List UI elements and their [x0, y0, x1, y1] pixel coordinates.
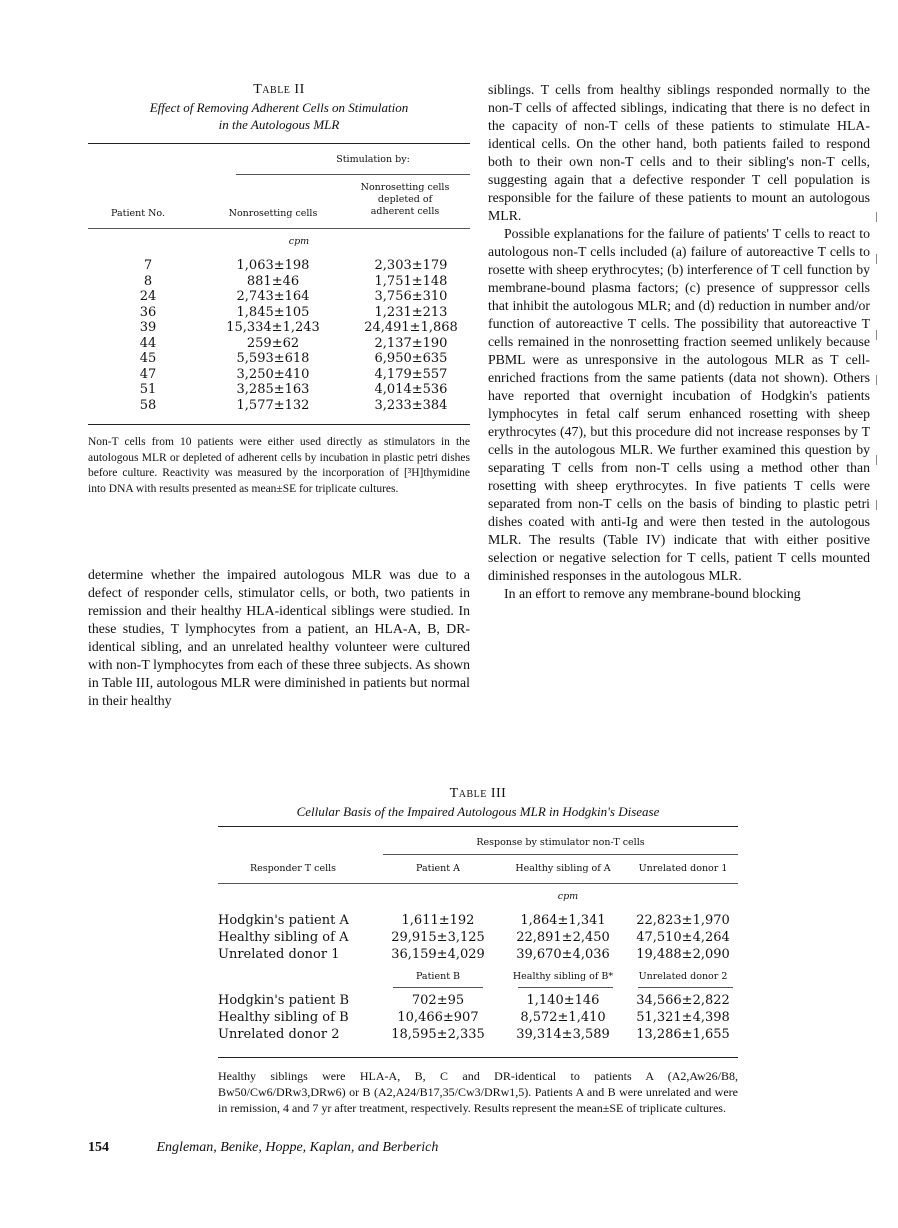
depleted-cell: 2,303±179 [374, 258, 448, 273]
margin-mark [876, 455, 877, 465]
table-row [218, 1027, 738, 1043]
patient-number-cell: 39 [139, 320, 157, 335]
depleted-cell: 24,491±1,868 [364, 320, 458, 335]
response-cell: 22,823±1,970 [636, 913, 730, 928]
table-row [88, 258, 470, 273]
responder-label-cell: Hodgkin's patient A [218, 913, 349, 928]
patient-number-cell: 8 [143, 273, 153, 289]
table-ii-bottom-rule [88, 424, 470, 425]
nonrosetting-cell: 1,577±132 [236, 397, 310, 413]
nonrosetting-cell: 15,334±1,243 [226, 320, 320, 335]
response-cell: 29,915±3,125 [391, 930, 485, 945]
responder-label-cell: Unrelated donor 1 [218, 947, 340, 962]
col-sibling-a: Healthy sibling of A [515, 863, 611, 874]
depleted-cell: 3,756±310 [374, 289, 448, 304]
patient-number-cell: 45 [139, 351, 157, 366]
right-paragraph-1: siblings. T cells from healthy siblings responded normally to the non-T cells of affected siblings, indicating that there is no defect in the capacity of non-T cells of these patients to stimulate HLA-identical cells. On the other hand, both patients failed to respond both to their own non-T cells and to their sibling's non-T cells, suggesting again that a defective responder T cell population is responsible for the failure of these patients to mount an autologous MLR. [488, 82, 870, 223]
margin-mark [876, 330, 877, 340]
depleted-cell: 3,233±384 [374, 397, 448, 413]
responder-label-cell: Hodgkin's patient B [218, 993, 350, 1008]
depleted-cell: 4,014±536 [374, 382, 448, 397]
response-cell: 22,891±2,450 [516, 930, 610, 945]
right-paragraph-2: Possible explanations for the failure of patients' T cells to react to autologous non-T cells included (a) failure of autoreactive T cells to rosette with sheep erythrocytes; (b) interference of T cell function by membrane-bound plasma factors; (c) presence of suppressor cells that inhibit the autologous MLR; and (d) reduction in number and/or function of autoreactive T cells. The possibility that autoreactive T cells remained in the nonrosetting fraction seemed unlikely because PBML were as unresponsive in the autologous MLR as T cell-enriched fractions from the same patients (data not shown). Others have reported that overnight incubation of Hodgkin's patients lymphocytes in fetal calf serum enhanced rosetting with sheep erythrocytes (47), but this procedure did not increase responses by T cells in the autologous MLR. We further examined this question by separating T cells from non-T cells using a method other than rosetting with sheep erythrocytes. In five patients T cells were separated from non-T cells on the basis of binding to plastic petri dishes coated with anti-Ig and were then tested in the autologous MLR. The results (Table IV) indicate that with either positive selection or negative selection for T cells, patient T cells mounted diminished responses in the autologous MLR. [488, 226, 870, 583]
nonrosetting-cell: 259±62 [246, 335, 300, 351]
response-cell: 1,864±1,341 [520, 913, 606, 928]
response-cell: 8,572±1,410 [520, 1010, 606, 1025]
depleted-cell: 6,950±635 [374, 351, 448, 366]
patient-number-cell: 51 [139, 382, 157, 397]
right-column [488, 81, 870, 603]
page-footer [88, 1140, 438, 1156]
table-row [88, 305, 470, 320]
col-nonrosetting-header: Nonrosetting cells [228, 208, 318, 219]
patient-number-cell: 24 [139, 289, 157, 304]
responder-label-cell: Unrelated donor 2 [218, 1027, 340, 1042]
response-cell: 34,566±2,822 [636, 993, 730, 1008]
table-iii-header [218, 827, 738, 891]
margin-mark [876, 375, 877, 385]
nonrosetting-cell: 5,593±618 [236, 351, 310, 366]
responder-label-cell: Healthy sibling of B [218, 1010, 349, 1025]
table-row [88, 320, 470, 335]
table-row [218, 993, 738, 1009]
table-row [88, 382, 470, 397]
underline-b2 [518, 987, 613, 988]
col-sibling-b: Healthy sibling of B* [512, 971, 614, 982]
response-cell: 36,159±4,029 [391, 947, 485, 962]
underline-b1 [393, 987, 483, 988]
col-patient-header: Patient No. [111, 208, 165, 219]
table-iii-bottom-rule [218, 1057, 738, 1058]
response-cell: 47,510±4,264 [636, 930, 730, 945]
patient-number-cell: 36 [139, 304, 157, 320]
col-responder-header: Responder T cells [249, 863, 337, 874]
response-cell: 51,321±4,398 [636, 1010, 730, 1025]
response-cell: 1,140±146 [526, 993, 600, 1008]
response-cell: 13,286±1,655 [636, 1027, 730, 1042]
left-paragraph-text: determine whether the impaired autologous MLR was due to a defect of responder cells, stimulator cells, or both, two patients in remission and their healthy HLA-identical siblings were studied. In these studies, T lymphocytes from a patient, an HLA-A, B, DR-identical sibling, and an unrelated healthy volunteer were cultured with non-T lymphocytes from each of these three subjects. As shown in Table III, autologous MLR were diminished in patients but normal in their healthy [88, 567, 470, 708]
running-authors: Engleman, Benike, Hoppe, Kaplan, and Berberich [156, 1140, 439, 1155]
response-cell: 39,670±4,036 [516, 947, 610, 962]
unit-label: cpm [288, 236, 310, 247]
table-ii-title: Table II [253, 82, 305, 97]
table-ii-header [88, 144, 470, 240]
table-row [88, 367, 470, 382]
page-number: 154 [88, 1140, 109, 1155]
table-ii-footnote: Non-T cells from 10 patients were either used directly as stimulators in the autologous MLR or depleted of adherent cells by incubation in plastic petri dishes before culture. Reactivity was measured by the incorporation of [³H]thymidine into DNA with results presented as mean±SE for triplicate cultures. [88, 436, 470, 495]
col-patient-a: Patient A [416, 863, 460, 874]
response-cell: 10,466±907 [397, 1010, 479, 1025]
col-donor-1: Unrelated donor 1 [638, 863, 728, 874]
table-iii [218, 786, 738, 1116]
response-cell: 1,611±192 [401, 913, 475, 928]
nonrosetting-cell: 2,743±164 [236, 289, 310, 304]
margin-mark [876, 212, 877, 222]
depleted-cell: 1,751±148 [374, 273, 448, 289]
col-depleted-header: Nonrosetting cells depleted of adherent cells [360, 182, 450, 217]
response-cell: 702±95 [411, 993, 465, 1008]
patient-number-cell: 44 [139, 335, 157, 351]
nonrosetting-cell: 3,250±410 [236, 366, 310, 382]
margin-mark [876, 254, 877, 264]
table-row [218, 947, 738, 963]
right-paragraph-3: In an effort to remove any membrane-bound blocking [504, 586, 801, 601]
group-underline [236, 174, 470, 175]
table-row [218, 930, 738, 946]
table-row [218, 913, 738, 929]
group-underline-iii [383, 854, 738, 855]
nonrosetting-cell: 1,845±105 [236, 304, 310, 320]
table-row [88, 274, 470, 289]
response-cell: 18,595±2,335 [391, 1027, 485, 1042]
table-row [88, 398, 470, 413]
patient-number-cell: 58 [139, 397, 157, 413]
left-column-paragraph [88, 566, 470, 710]
response-cell: 19,488±2,090 [636, 947, 730, 962]
underline-b3 [638, 987, 733, 988]
response-group-header: Response by stimulator non-T cells [476, 837, 645, 848]
table-row [88, 336, 470, 351]
patient-number-cell: 47 [139, 366, 157, 382]
depleted-cell: 1,231±213 [374, 304, 448, 320]
responder-label-cell: Healthy sibling of A [218, 930, 349, 945]
table-row [218, 1010, 738, 1026]
table-ii-body [88, 258, 470, 418]
patient-number-cell: 7 [143, 258, 153, 273]
header-rule-iii [218, 883, 738, 884]
nonrosetting-cell: 1,063±198 [236, 258, 310, 273]
depleted-cell: 4,179±557 [374, 366, 448, 382]
margin-mark [876, 500, 877, 510]
nonrosetting-cell: 881±46 [246, 273, 300, 289]
col-donor-2: Unrelated donor 2 [638, 971, 728, 982]
col-patient-b: Patient B [415, 971, 461, 982]
table-ii [88, 82, 470, 497]
response-cell: 39,314±3,589 [516, 1027, 610, 1042]
table-iii-body [218, 913, 738, 1043]
table-iii-title: Table III [449, 786, 507, 801]
table-ii-caption: Effect of Removing Adherent Cells on Stimulation in the Autologous MLR [149, 100, 409, 132]
nonrosetting-cell: 3,285±163 [236, 382, 310, 397]
table-row [88, 351, 470, 366]
header-rule [88, 228, 470, 229]
table-iii-footnote: Healthy siblings were HLA-A, B, C and DR-identical to patients A (A2,Aw26/B8, Bw50/Cw6/DRw3,DRw6) or B (A2,A24/B17,35/Cw3/DRw1,5). Patients A and B were unrelated and were in remission, 4 and 7 yr after treatment, respectively. Results represent the mean±SE of triplicate cultures. [218, 1069, 738, 1115]
depleted-cell: 2,137±190 [374, 335, 448, 351]
unit-label-iii: cpm [557, 891, 579, 902]
stimulation-by-header: Stimulation by: [336, 154, 410, 165]
table-row [88, 289, 470, 304]
table-iii-caption: Cellular Basis of the Impaired Autologous MLR in Hodgkin's Disease [296, 804, 660, 819]
